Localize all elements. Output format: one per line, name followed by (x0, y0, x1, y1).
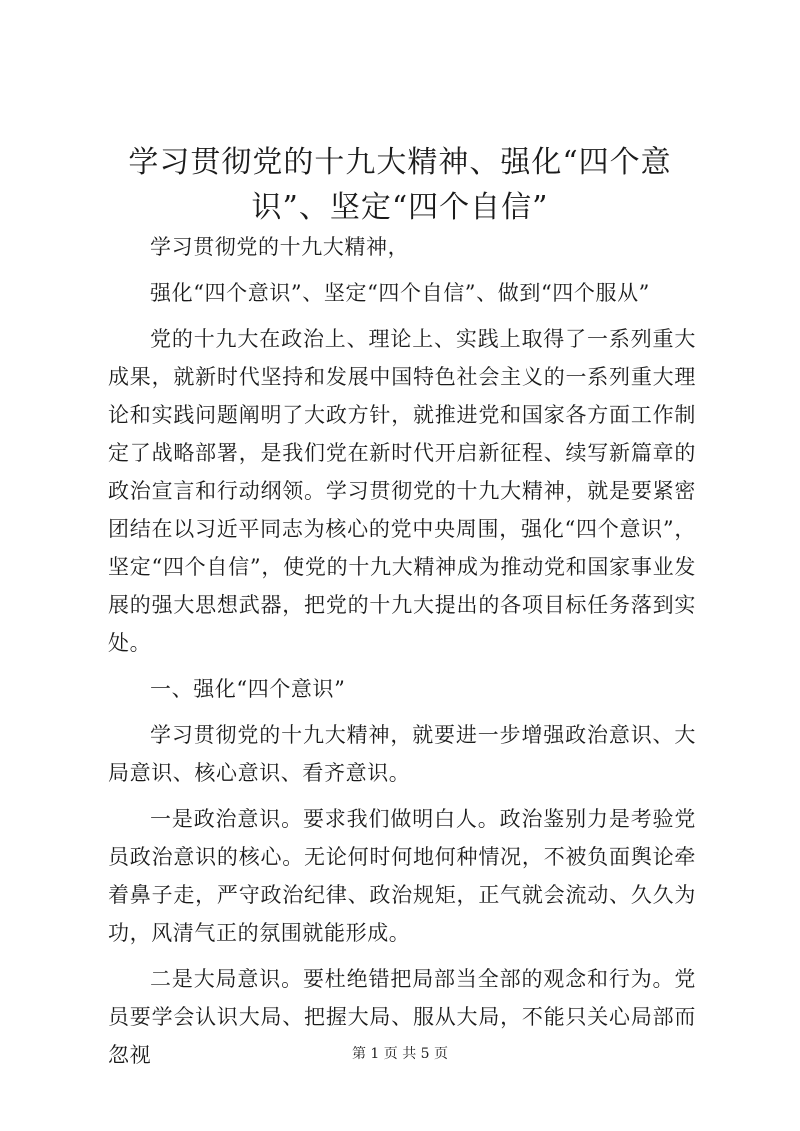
paragraph: 党的十九大在政治上、理论上、实践上取得了一系列重大成果，就新时代坚持和发展中国特色社会主义的一系列重大理论和实践问题阐明了大政方针，就推进党和国家各方面工作制定了战略部署，是我们党在新时代开启新征程、续写新篇章的政治宣言和行动纲领。学习贯彻党的十九大精神，就是要紧密团结在以习近平同志为核心的党中央周围，强化“四个意识”，坚定“四个自信”，使党的十九大精神成为推动党和国家事业发展的强大思想武器，把党的十九大提出的各项目标任务落到实处。 (108, 327, 696, 655)
document-title (100, 140, 700, 230)
paragraph: 二是大局意识。要杜绝错把局部当全部的观念和行为。党员要学会认识大局、把握大局、服从大局，不能只关心局部而忽视 (108, 967, 696, 1067)
page-number: 第 1 页 共 5 页 (351, 1046, 449, 1062)
paragraph: 学习贯彻党的十九大精神， (150, 235, 410, 259)
section-heading: 一、强化“四个意识” (150, 677, 346, 701)
title-line-1: 学习贯彻党的十九大精神、强化“四个意 (128, 145, 672, 180)
page-footer (0, 1044, 800, 1064)
paragraph: 一是政治意识。要求我们做明白人。政治鉴别力是考验党员政治意识的核心。无论何时何地何种情况，不被负面舆论牵着鼻子走，严守政治纪律、政治规矩，正气就会流动、久久为功，风清气正的氛围就能形成。 (108, 807, 696, 945)
title-line-2: 识”、坚定“四个自信” (251, 190, 549, 225)
paragraph: 强化“四个意识”、坚定“四个自信”、做到“四个服从” (150, 281, 651, 305)
paragraph: 学习贯彻党的十九大精神，就要进一步增强政治意识、大局意识、核心意识、看齐意识。 (108, 723, 696, 785)
document-body (108, 228, 696, 1074)
